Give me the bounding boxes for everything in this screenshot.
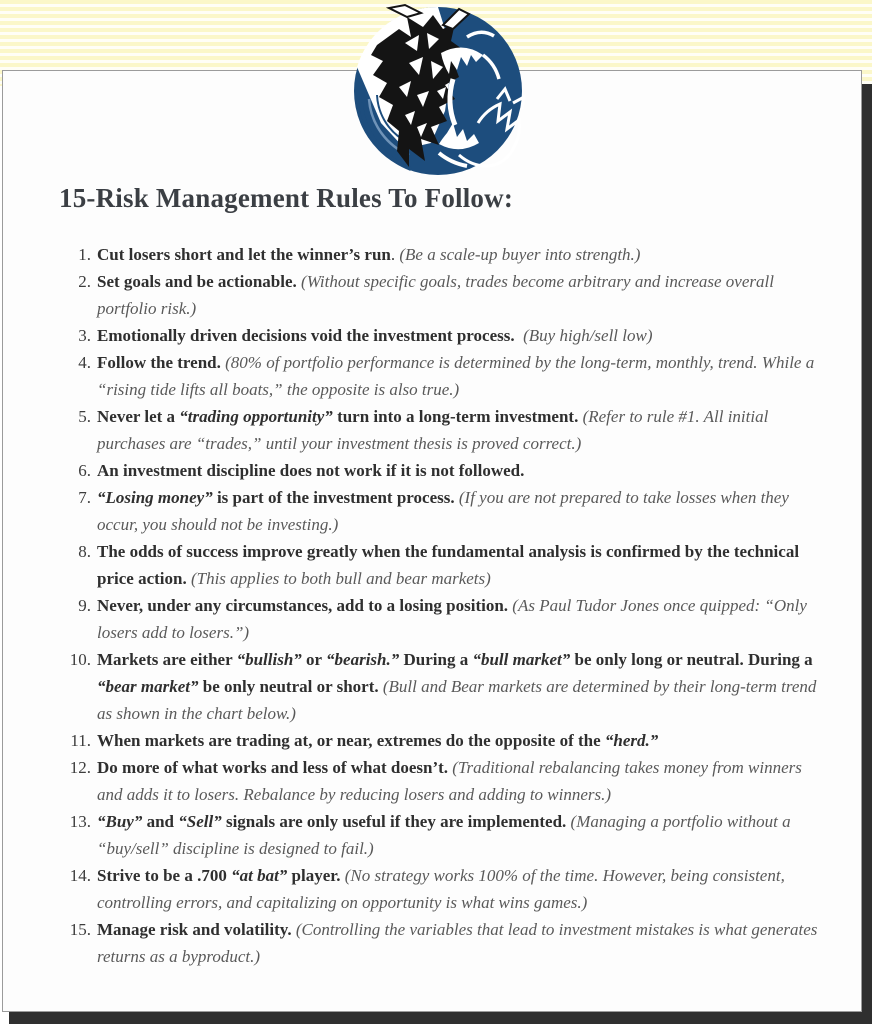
rule-item [97, 349, 821, 403]
rule-item [97, 592, 821, 646]
rule-text-run: turn into a long-term investment. [332, 407, 583, 426]
rule-text-run: Do more of what works and less of what doesn’t. [97, 758, 453, 777]
rule-item [97, 862, 821, 916]
rule-item [97, 754, 821, 808]
rule-text-run: (Managing a portfolio without a “buy/sell” discipline is designed to fail.) [97, 812, 791, 858]
rule-item [97, 403, 821, 457]
rule-text-run: “Losing money” [97, 488, 213, 507]
rule-text-run: Manage risk and volatility. [97, 920, 296, 939]
rule-text-run: (No strategy works 100% of the time. However, being consistent, controlling errors, and capitalizing on opportunity is what wins games.) [97, 866, 785, 912]
rule-text-run: signals are only useful if they are implemented. [221, 812, 571, 831]
rule-text-run: Markets are either [97, 650, 237, 669]
rule-item [97, 538, 821, 592]
rule-item [97, 646, 821, 727]
rule-text-run: (Be a scale-up buyer into strength.) [399, 245, 641, 264]
rule-text-run: (Without specific goals, trades become arbitrary and increase overall portfolio risk.) [97, 272, 774, 318]
rule-text-run: An investment discipline does not work if it is not followed. [97, 461, 525, 480]
bull-bear-globe-logo [347, 3, 528, 176]
rule-text-run: or [301, 650, 327, 669]
rule-text-run: Follow the trend. [97, 353, 226, 372]
rule-text-run: “bull market” [472, 650, 571, 669]
rule-text-run: “bear market” [97, 677, 199, 696]
rule-text-run: Never, under any circumstances, add to a losing position. [97, 596, 513, 615]
rule-item [97, 457, 821, 484]
rule-text-run: (Buy high/sell low) [518, 326, 653, 345]
rule-text-run: “bearish.” [326, 650, 400, 669]
rule-text-run: During a [399, 650, 473, 669]
rule-item [97, 322, 821, 349]
rule-text-run: “trading opportunity” [179, 407, 333, 426]
rule-item [97, 916, 821, 970]
rule-text-run: “at bat” [231, 866, 288, 885]
rule-text-run: . [390, 245, 400, 264]
rule-text-run: “Buy” [97, 812, 143, 831]
rule-text-run: Set goals and be actionable. [97, 272, 302, 291]
rule-text-run: (Controlling the variables that lead to investment mistakes is what generates returns as a byproduct.) [97, 920, 818, 966]
rule-item [97, 808, 821, 862]
rule-text-run: The odds of success improve greatly when the fundamental analysis is confirmed by the technical price action. [97, 542, 800, 588]
rule-text-run: Cut losers short and let the winner’s run [97, 245, 391, 264]
rule-text-run: “Sell” [178, 812, 222, 831]
rule-text-run: is part of the investment process. [212, 488, 459, 507]
rule-text-run: (As Paul Tudor Jones once quipped: “Only losers add to losers.”) [97, 596, 807, 642]
rule-item [97, 268, 821, 322]
rule-text-run: Emotionally driven decisions void the investment process. [97, 326, 519, 345]
rule-item [97, 241, 821, 268]
rule-text-run: “herd.” [604, 731, 659, 750]
rule-text-run: player. [287, 866, 345, 885]
rules-list [97, 241, 821, 970]
rule-item [97, 484, 821, 538]
rule-text-run: (If you are not prepared to take losses when they occur, you should not be investing.) [97, 488, 789, 534]
rule-text-run: “bullish” [236, 650, 302, 669]
rule-item [97, 727, 821, 754]
rule-text-run: (80% of portfolio performance is determined by the long-term, monthly, trend. While a “rising tide lifts all boats,” the opposite is also true.) [97, 353, 815, 399]
rule-text-run: Strive to be a .700 [97, 866, 232, 885]
rule-text-run: (Refer to rule #1. All initial purchases are “trades,” until your investment thesis is proved correct.) [97, 407, 769, 453]
rule-text-run: (Bull and Bear markets are determined by their long-term trend as shown in the chart below.) [97, 677, 817, 723]
rules-card [2, 70, 862, 1012]
rule-text-run: Never let a [97, 407, 180, 426]
page-title: 15-Risk Management Rules To Follow: [59, 183, 514, 213]
rule-text-run: and [142, 812, 179, 831]
rule-text-run: be only neutral or short. [198, 677, 383, 696]
rule-text-run: When markets are trading at, or near, extremes do the opposite of the [97, 731, 605, 750]
rule-text-run: be only long or neutral. During a [570, 650, 813, 669]
rule-text-run: (This applies to both bull and bear markets) [190, 569, 491, 588]
rule-text-run: (Traditional rebalancing takes money from winners and adds it to losers. Rebalance by reducing losers and adding to winners.) [97, 758, 802, 804]
